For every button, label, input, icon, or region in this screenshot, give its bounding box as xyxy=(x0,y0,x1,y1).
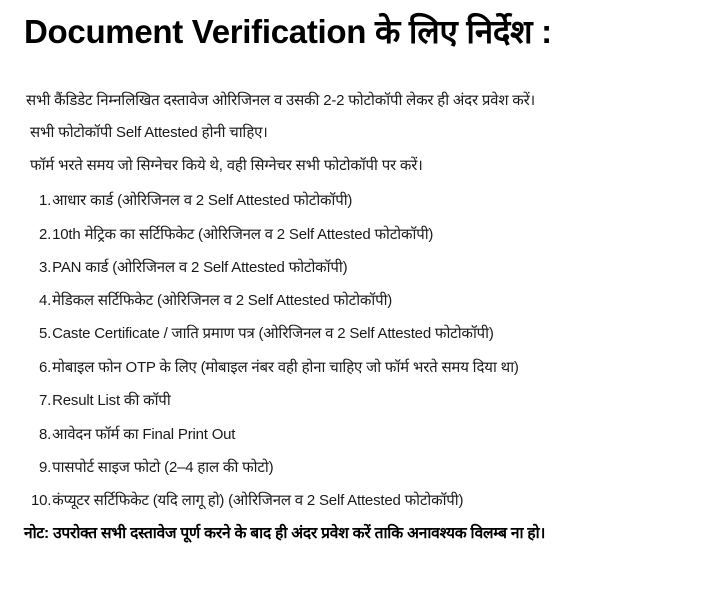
list-item-number: 4. xyxy=(39,292,52,309)
page-title: Document Verification के लिए निर्देश : xyxy=(24,13,552,50)
list-item-number: 10. xyxy=(31,492,52,509)
list-item-text: 10th मेट्रिक का सर्टिफिकेट (ओरिजिनल व 2 Self Attested फोटोकॉपी) xyxy=(52,226,434,243)
list-item-number: 8. xyxy=(39,426,52,443)
list-item-text: Caste Certificate / जाति प्रमाण पत्र (ओरिजिनल व 2 Self Attested फोटोकॉपी) xyxy=(52,325,494,342)
list-item-text: मोबाइल फोन OTP के लिए (मोबाइल नंबर वही होना चाहिए जो फॉर्म भरते समय दिया था) xyxy=(52,359,519,376)
list-item xyxy=(39,257,347,279)
list-item xyxy=(39,457,273,479)
list-item xyxy=(39,357,519,379)
list-item-text: पासपोर्ट साइज फोटो (2–4 हाल की फोटो) xyxy=(52,459,274,476)
list-item xyxy=(39,424,235,446)
list-item-text: आवेदन फॉर्म का Final Print Out xyxy=(52,426,236,443)
list-item xyxy=(39,323,494,345)
list-item-number: 3. xyxy=(39,259,52,276)
list-item-text: PAN कार्ड (ओरिजिनल व 2 Self Attested फोटोकॉपी) xyxy=(52,259,348,276)
list-item-number: 7. xyxy=(39,392,52,409)
list-item xyxy=(39,390,171,412)
list-item-text: कंप्यूटर सर्टिफिकेट (यदि लागू हो) (ओरिजिनल व 2 Self Attested फोटोकॉपी) xyxy=(52,492,464,509)
intro-line-2: सभी फोटोकॉपी Self Attested होनी चाहिए। xyxy=(30,124,268,141)
list-item xyxy=(39,190,352,212)
list-item-text: Result List की कॉपी xyxy=(52,392,171,409)
list-item-text: मेडिकल सर्टिफिकेट (ओरिजिनल व 2 Self Attested फोटोकॉपी) xyxy=(52,292,393,309)
list-item-number: 9. xyxy=(39,459,52,476)
intro-line-1: सभी कैंडिडेट निम्नलिखित दस्तावेज ओरिजिनल व उसकी 2-2 फोटोकॉपी लेकर ही अंदर प्रवेश करें। xyxy=(26,92,536,109)
list-item-number: 2. xyxy=(39,226,52,243)
list-item-number: 6. xyxy=(39,359,52,376)
list-item-text: आधार कार्ड (ओरिजिनल व 2 Self Attested फोटोकॉपी) xyxy=(52,192,353,209)
list-item xyxy=(39,224,433,246)
list-item xyxy=(39,290,392,312)
intro-line-3: फॉर्म भरते समय जो सिग्नेचर किये थे, वही सिग्नेचर सभी फोटोकॉपी पर करें। xyxy=(30,157,423,174)
list-item-number: 5. xyxy=(39,325,52,342)
note-text: नोट: उपरोक्त सभी दस्तावेज पूर्ण करने के बाद ही अंदर प्रवेश करें ताकि अनावश्यक विलम्ब ना हो। xyxy=(24,525,546,542)
list-item-number: 1. xyxy=(39,192,52,209)
list-item xyxy=(31,490,463,512)
